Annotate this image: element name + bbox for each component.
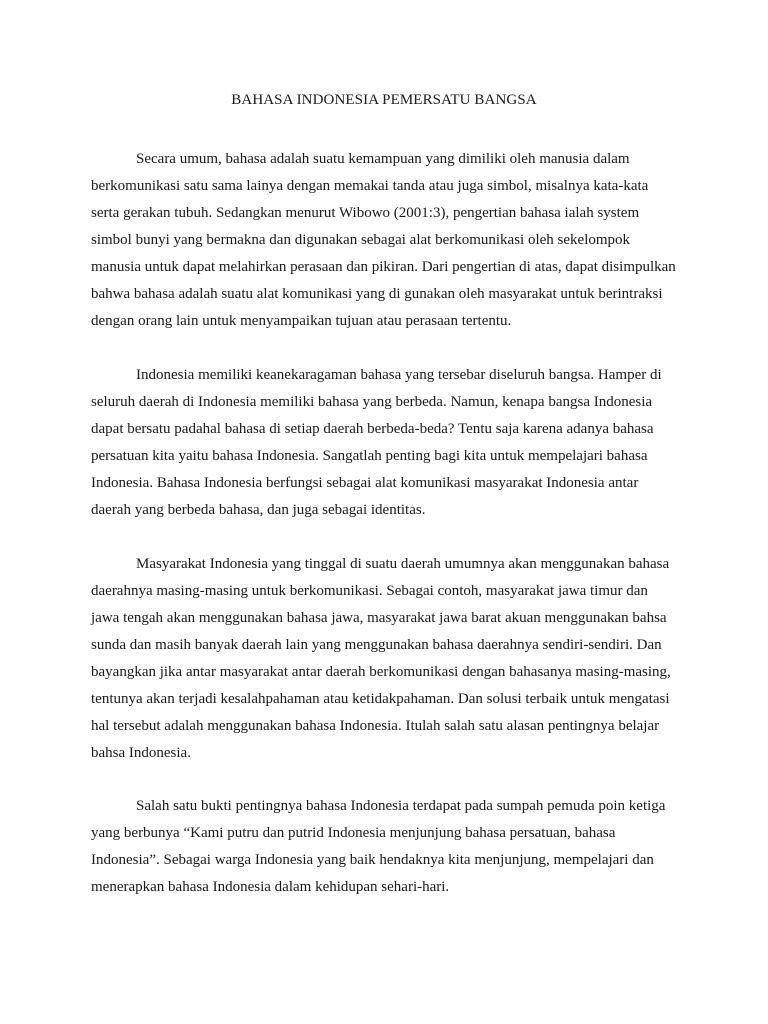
paragraph-1-line-7: dengan orang lain untuk menyampaikan tujuan atau perasaan tertentu.	[91, 313, 512, 329]
paragraph-2-line-4: persatuan kita yaitu bahasa Indonesia. Sangatlah penting bagi kita untuk mempelajari bahasa	[91, 448, 648, 464]
paragraph-1-line-5: manusia untuk dapat melahirkan perasaan dan pikiran. Dari pengertian di atas, dapat disimpulkan	[91, 259, 676, 275]
paragraph-4-line-4: menerapkan bahasa Indonesia dalam kehidupan sehari-hari.	[91, 879, 450, 895]
paragraph-3-line-5: bayangkan jika antar masyarakat antar daerah berkomunikasi dengan bahasanya masing-masing,	[91, 664, 671, 680]
paragraph-1-line-6: bahwa bahasa adalah suatu alat komunikasi yang di gunakan oleh masyarakat untuk berintraksi	[91, 286, 663, 302]
paragraph-4-line-2: yang berbunya “Kami putru dan putrid Indonesia menjunjung bahasa persatuan, bahasa	[91, 825, 616, 841]
paragraph-2-line-6: daerah yang berbeda bahasa, dan juga sebagai identitas.	[91, 502, 426, 518]
paragraph-1-line-1: Secara umum, bahasa adalah suatu kemampuan yang dimiliki oleh manusia dalam	[136, 151, 630, 167]
paragraph-3-line-3: jawa tengah akan menggunakan bahasa jawa, masyarakat jawa barat akuan menggunakan bahsa	[91, 610, 667, 626]
paragraph-2-line-1: Indonesia memiliki keanekaragaman bahasa yang tersebar diseluruh bangsa. Hamper di	[136, 367, 662, 383]
document-title: BAHASA INDONESIA PEMERSATU BANGSA	[231, 92, 537, 108]
paragraph-4-line-3: Indonesia”. Sebagai warga Indonesia yang baik hendaknya kita menjunjung, mempelajari dan	[91, 852, 654, 868]
paragraph-3-line-4: sunda dan masih banyak daerah lain yang menggunakan bahasa daerahnya sendiri-sendiri. Dan	[91, 637, 662, 653]
paragraph-2-line-2: seluruh daerah di Indonesia memiliki bahasa yang berbeda. Namun, kenapa bangsa Indonesia	[91, 394, 653, 410]
paragraph-1-line-4: simbol bunyi yang bermakna dan digunakan sebagai alat berkomunikasi oleh sekelompok	[91, 232, 631, 248]
paragraph-3-line-8: bahsa Indonesia.	[91, 745, 191, 761]
paragraph-4-line-1: Salah satu bukti pentingnya bahasa Indonesia terdapat pada sumpah pemuda poin ketiga	[136, 798, 666, 814]
paragraph-3-line-7: hal tersebut adalah menggunakan bahasa Indonesia. Itulah salah satu alasan pentingnya belajar	[91, 718, 660, 734]
paragraph-3-line-6: tentunya akan terjadi kesalahpahaman atau ketidakpahaman. Dan solusi terbaik untuk mengatasi	[91, 691, 670, 707]
paragraph-2-line-3: dapat bersatu padahal bahasa di setiap daerah berbeda-beda? Tentu saja karena adanya bahasa	[91, 421, 654, 437]
paragraph-2-line-5: Indonesia. Bahasa Indonesia berfungsi sebagai alat komunikasi masyarakat Indonesia antar	[91, 475, 639, 491]
paragraph-1-line-3: serta gerakan tubuh. Sedangkan menurut Wibowo (2001:3), pengertian bahasa ialah system	[91, 205, 640, 221]
paragraph-1-line-2: berkomunikasi satu sama lainya dengan memakai tanda atau juga simbol, misalnya kata-kata	[91, 178, 649, 194]
paragraph-3-line-1: Masyarakat Indonesia yang tinggal di suatu daerah umumnya akan menggunakan bahasa	[136, 556, 670, 572]
paragraph-3-line-2: daerahnya masing-masing untuk berkomunikasi. Sebagai contoh, masyarakat jawa timur dan	[91, 583, 648, 599]
